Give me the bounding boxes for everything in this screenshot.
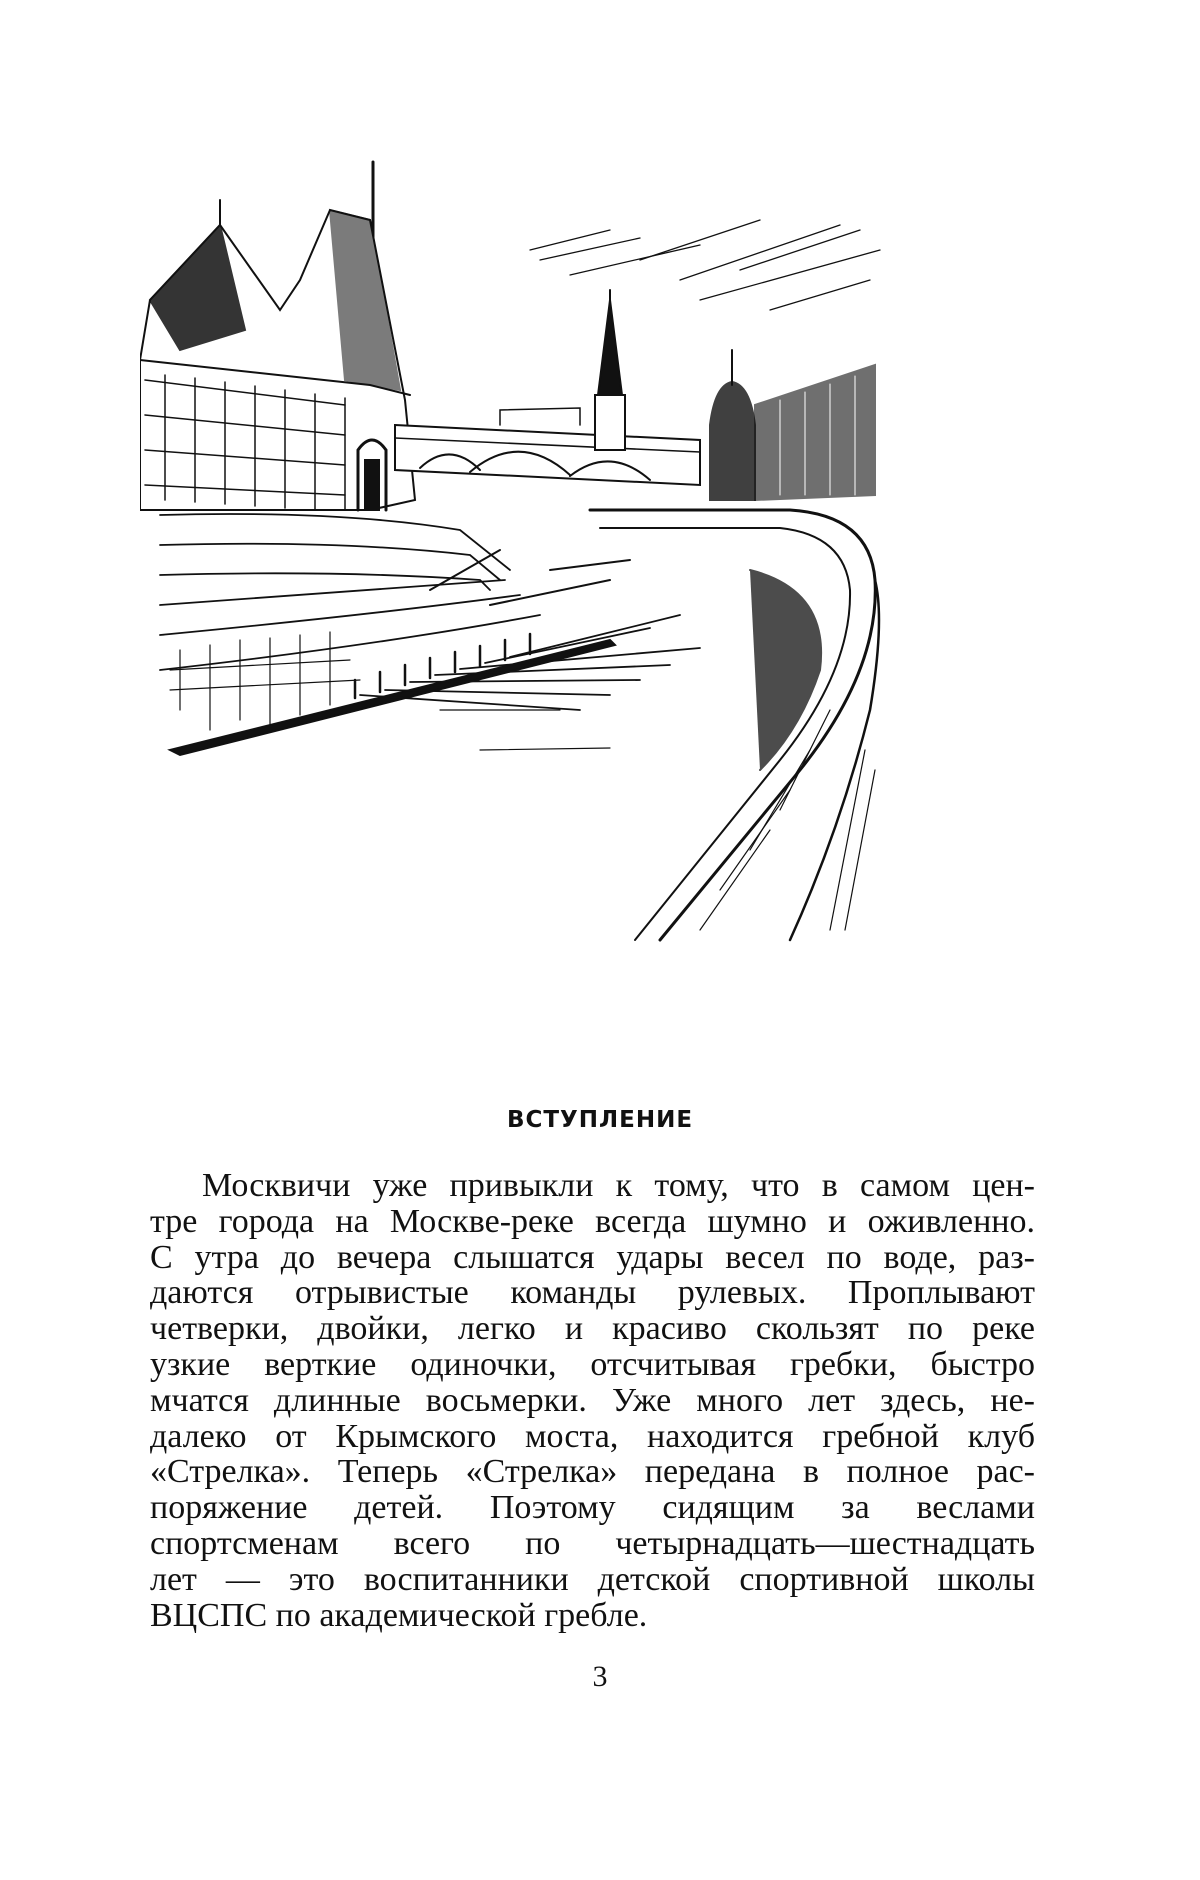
boathouse-building [140, 162, 415, 510]
small-boats [430, 550, 630, 605]
right-buildings [710, 350, 875, 500]
paragraph-line: Москвичи уже привыкли к тому, что в самом цен- [202, 1167, 1035, 1204]
paragraph-line: узкие верткие одиночки, отсчитывая гребки, быстро [150, 1345, 1035, 1383]
intro-paragraph [150, 1168, 1035, 1633]
paragraph-line: далеко от Крымского моста, находится гребной клуб [150, 1417, 1035, 1455]
paragraph-line: спортсменам всего по четырнадцать—шестнадцать [150, 1524, 1035, 1562]
paragraph-line: лет — это воспитанники детской спортивной школы [150, 1560, 1035, 1598]
sky-hatching [530, 220, 880, 310]
curved-embankment [590, 510, 879, 940]
paragraph-line: поряжение детей. Поэтому сидящим за веслами [150, 1489, 1035, 1527]
paragraph-line: четверки, двойки, легко и красиво скользят по реке [150, 1310, 1035, 1348]
rowing-eight [170, 615, 700, 755]
chapter-heading: ВСТУПЛЕНИЕ [506, 1107, 694, 1133]
paragraph-line: С утра до вечера слышатся удары весел по воде, раз- [150, 1238, 1035, 1276]
embankment-steps [160, 514, 540, 670]
paragraph-line: даются отрывистые команды рулевых. Проплывают [150, 1274, 1035, 1312]
paragraph-line: тре города на Москве-реке всегда шумно и оживленно. [150, 1202, 1035, 1240]
spire-tower [500, 290, 625, 450]
page-number: 3 [592, 1660, 608, 1693]
paragraph-line: ВЦСПС по академической гребле. [150, 1596, 648, 1634]
river-embankment-illustration [140, 150, 1070, 950]
paragraph-line: мчатся длинные восьмерки. Уже много лет здесь, не- [150, 1381, 1035, 1419]
paragraph-line: «Стрелка». Теперь «Стрелка» передана в полное рас- [150, 1453, 1035, 1491]
bridge [395, 425, 700, 485]
